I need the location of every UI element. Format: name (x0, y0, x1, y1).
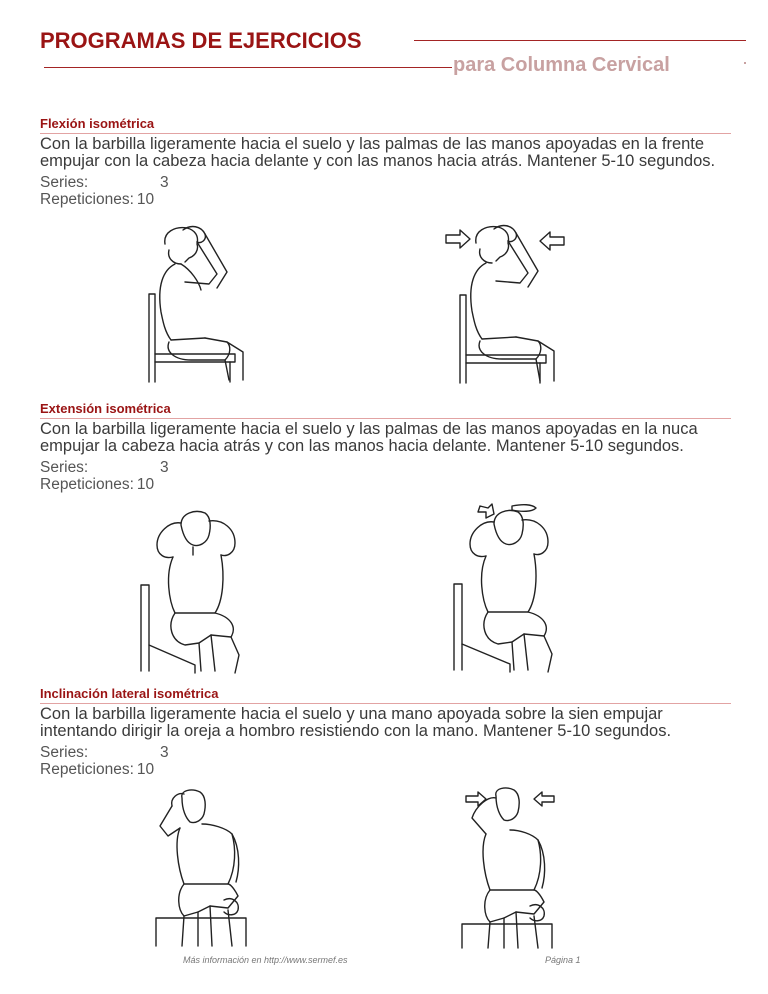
exercise-description: Con la barbilla ligeramente hacia el suelo y una mano apoyada sobre la sien empujar intentando dirigir la oreja a hombro resistiendo con la mano. Mantener 5-10 segundos. (40, 705, 672, 740)
document-title: PROGRAMAS DE EJERCICIOS (40, 28, 362, 53)
exercise-params (40, 744, 731, 778)
arrow-left-icon (512, 505, 536, 512)
page-number: Página 1 (545, 955, 581, 965)
exercise-params (40, 174, 731, 208)
reps-value: 10 (136, 476, 155, 493)
document-subtitle: para Columna Cervical (453, 54, 670, 76)
illustration-extension-press (440, 500, 590, 675)
series-value: 3 (160, 744, 169, 761)
illustration-extension-start (135, 505, 265, 675)
reps-label: Repeticiones: (40, 476, 134, 493)
title-rule-bottom (44, 67, 452, 68)
series-label: Series: (40, 459, 89, 476)
reps-value: 10 (136, 761, 155, 778)
series-value: 3 (160, 174, 169, 191)
exercise-description: Con la barbilla ligeramente hacia el suelo y las palmas de las manos apoyadas en la frente empujar con la cabeza hacia delante y con las manos hacia atrás. Mantener 5-10 segundos. (40, 135, 716, 170)
arrow-down-icon (478, 504, 494, 518)
illustration-flexion-press (440, 215, 590, 387)
exercise-section-lateral (40, 686, 731, 778)
exercise-title: Extensión isométrica (40, 401, 731, 419)
exercise-description: Con la barbilla ligeramente hacia el suelo y las palmas de las manos apoyadas en la nuca empujar la cabeza hacia atrás y con las manos hacia delante. Mantener 5-10 segundos. (40, 420, 698, 455)
arrow-right-icon (446, 230, 470, 248)
reps-label: Repeticiones: (40, 761, 134, 778)
series-label: Series: (40, 174, 89, 191)
exercise-title: Flexión isométrica (40, 116, 731, 134)
illustration-flexion-start (135, 222, 265, 387)
arrow-left-icon (534, 792, 554, 806)
title-rule-top (414, 40, 746, 41)
illustration-lateral-press (440, 786, 590, 950)
exercise-title: Inclinación lateral isométrica (40, 686, 731, 704)
exercise-section-flexion (40, 116, 731, 208)
series-label: Series: (40, 744, 89, 761)
exercise-params (40, 459, 731, 493)
reps-label: Repeticiones: (40, 191, 134, 208)
reps-value: 10 (136, 191, 155, 208)
series-value: 3 (160, 459, 169, 476)
arrow-right-icon (466, 792, 486, 806)
footer-info-link: Más información en http://www.sermef.es (183, 955, 348, 965)
arrow-left-icon (540, 232, 564, 250)
exercise-section-extension (40, 401, 731, 493)
illustration-lateral-start (140, 788, 250, 950)
decorative-dot (744, 62, 746, 64)
